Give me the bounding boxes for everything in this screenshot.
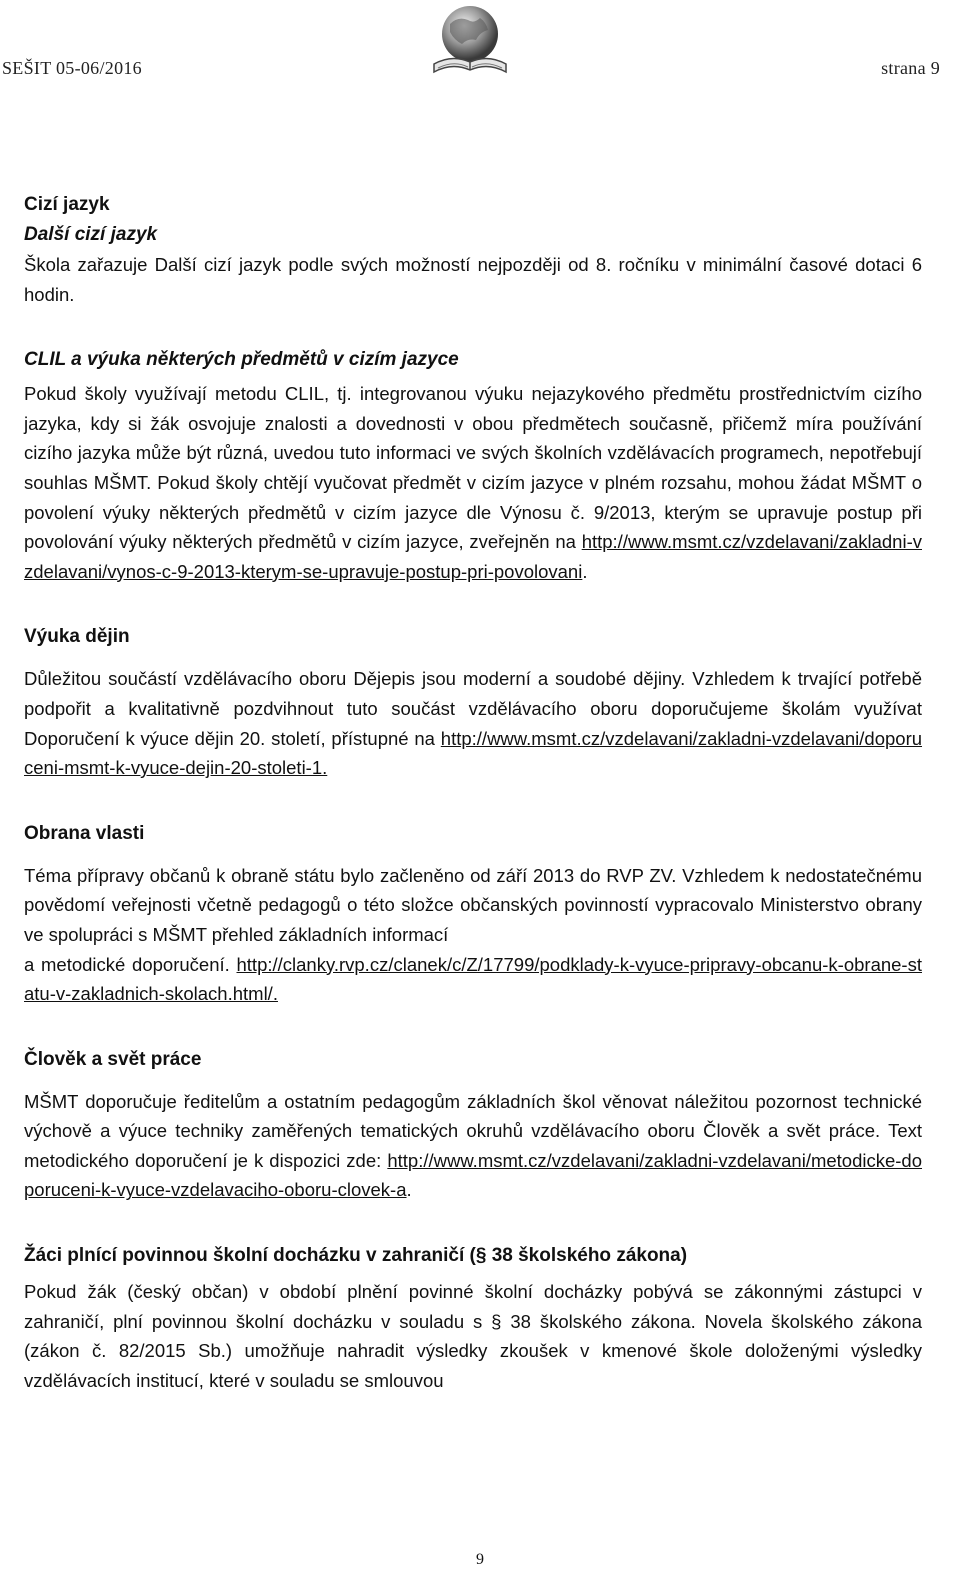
document-body bbox=[24, 190, 922, 1395]
section-cizi-jazyk bbox=[24, 190, 922, 309]
paragraph: Škola zařazuje Další cizí jazyk podle svých možností nejpozději od 8. ročníku v minimální časové dotaci 6 hodin. bbox=[24, 254, 922, 305]
paragraph bbox=[24, 950, 922, 1009]
section-title: Člověk a svět práce bbox=[24, 1048, 202, 1070]
section-title: CLIL a výuka některých předmětů v cizím jazyce bbox=[24, 349, 459, 371]
paragraph bbox=[24, 664, 922, 782]
page-header bbox=[0, 0, 960, 100]
section-title: Cizí jazyk bbox=[24, 194, 110, 215]
paragraph: Téma přípravy občanů k obraně státu bylo začleněno od září 2013 do RVP ZV. Vzhledem k nedostatečnému povědomí veřejnosti včetně pedagogů o této složce občanských povinností vypracovalo Ministerstvo obrany ve spolupráci s MŠMT přehled základních informací bbox=[24, 864, 922, 945]
section-title: Obrana vlasti bbox=[24, 822, 145, 844]
paragraph: Pokud žák (český občan) v období plnění povinné školní docházky pobývá se zákonnými zástupci v zahraničí, plní povinnou školní docházku v souladu s § 38 školského zákona. Novela školského zákona (zákon č. 82/2015 Sb.) umožňuje nahradit výsledky zkoušek v kmenové škole doloženými výsledky vzdělávacích institucí, které v souladu se smlouvou bbox=[24, 1281, 922, 1391]
msmt-dejiny-link[interactable]: http://www.msmt.cz/vzdelavani/zakladni-vzdelavani/doporuceni-msmt-k-vyuce-dejin-20-stoleti-1. bbox=[24, 727, 923, 779]
paragraph-text: Pokud školy využívají metodu CLIL, tj. integrovanou výuku nejazykového předmětu prostřednictvím cizího jazyka, kdy si žák osvojuje znalosti a dovednosti v obou předmětech současně, přičemž míra používání cizího jazyka může být různá, uvedou tuto informaci ve svých školních vzdělávacích programech, nepotřebují souhlas MŠMT. Pokud školy chtějí vyučovat předmět v cizím jazyce v plném rozsahu, mohou žádat MŠMT o povolení výuky některých předmětů v cizím jazyce dle Výnosu č. 9/2013, kterým se upravuje postup při povolování výuky některých předmětů v cizím jazyce, zveřejněn na bbox=[24, 383, 922, 553]
section-obrana-vlasti bbox=[24, 819, 922, 1009]
rvp-obrana-link[interactable]: http://clanky.rvp.cz/clanek/c/Z/17799/podklady-k-vyuce-pripravy-obcanu-k-obrane-statu-v-zakladnich-skolach.html/. bbox=[24, 953, 922, 1005]
page-label: strana 9 bbox=[881, 58, 940, 78]
paragraph-text: a metodické doporučení. bbox=[24, 953, 230, 975]
paragraph bbox=[24, 1087, 922, 1205]
paragraph bbox=[24, 379, 922, 586]
section-title: Žáci plnící povinnou školní docházku v zahraničí (§ 38 školského zákona) bbox=[24, 1245, 688, 1267]
section-vyuka-dejin bbox=[24, 622, 922, 782]
section-subtitle: Další cizí jazyk bbox=[24, 224, 158, 245]
section-clovek-a-svet-prace bbox=[24, 1045, 922, 1205]
link-suffix: . bbox=[582, 560, 588, 582]
link-suffix: . bbox=[406, 1179, 412, 1201]
section-title: Výuka dějin bbox=[24, 626, 130, 648]
paragraph-text: Důležitou součástí vzdělávacího oboru Dějepis jsou moderní a soudobé dějiny. Vzhledem k trvající potřebě podpořit a kvalitativně pozdvihnout tuto součást vzdělávacího oboru doporučujeme školám využívat Doporučení k výuce dějin 20. století, přístupné na bbox=[24, 668, 922, 749]
page-number: 9 bbox=[476, 1551, 484, 1568]
section-zaci-v-zahranici bbox=[24, 1241, 922, 1395]
globe-book-logo-icon bbox=[428, 2, 512, 82]
msmt-clovek-link[interactable]: http://www.msmt.cz/vzdelavani/zakladni-vzdelavani/metodicke-doporuceni-k-vyuce-vzdelavaciho-oboru-clovek-a bbox=[24, 1149, 923, 1201]
section-clil bbox=[24, 345, 922, 586]
msmt-vynos-link[interactable]: http://www.msmt.cz/vzdelavani/zakladni-vzdelavani/vynos-c-9-2013-kterym-se-upravuje-postup-pri-povolovani bbox=[24, 531, 922, 582]
paragraph-text: MŠMT doporučuje ředitelům a ostatním pedagogům základních škol věnovat náležitou pozornost technické výchově a výuce techniky zaměřených tematických okruhů vzdělávacího oboru Člověk a svět práce. Text metodického doporučení je k dispozici zde: bbox=[24, 1090, 922, 1171]
issue-label: SEŠIT 05-06/2016 bbox=[2, 58, 142, 78]
